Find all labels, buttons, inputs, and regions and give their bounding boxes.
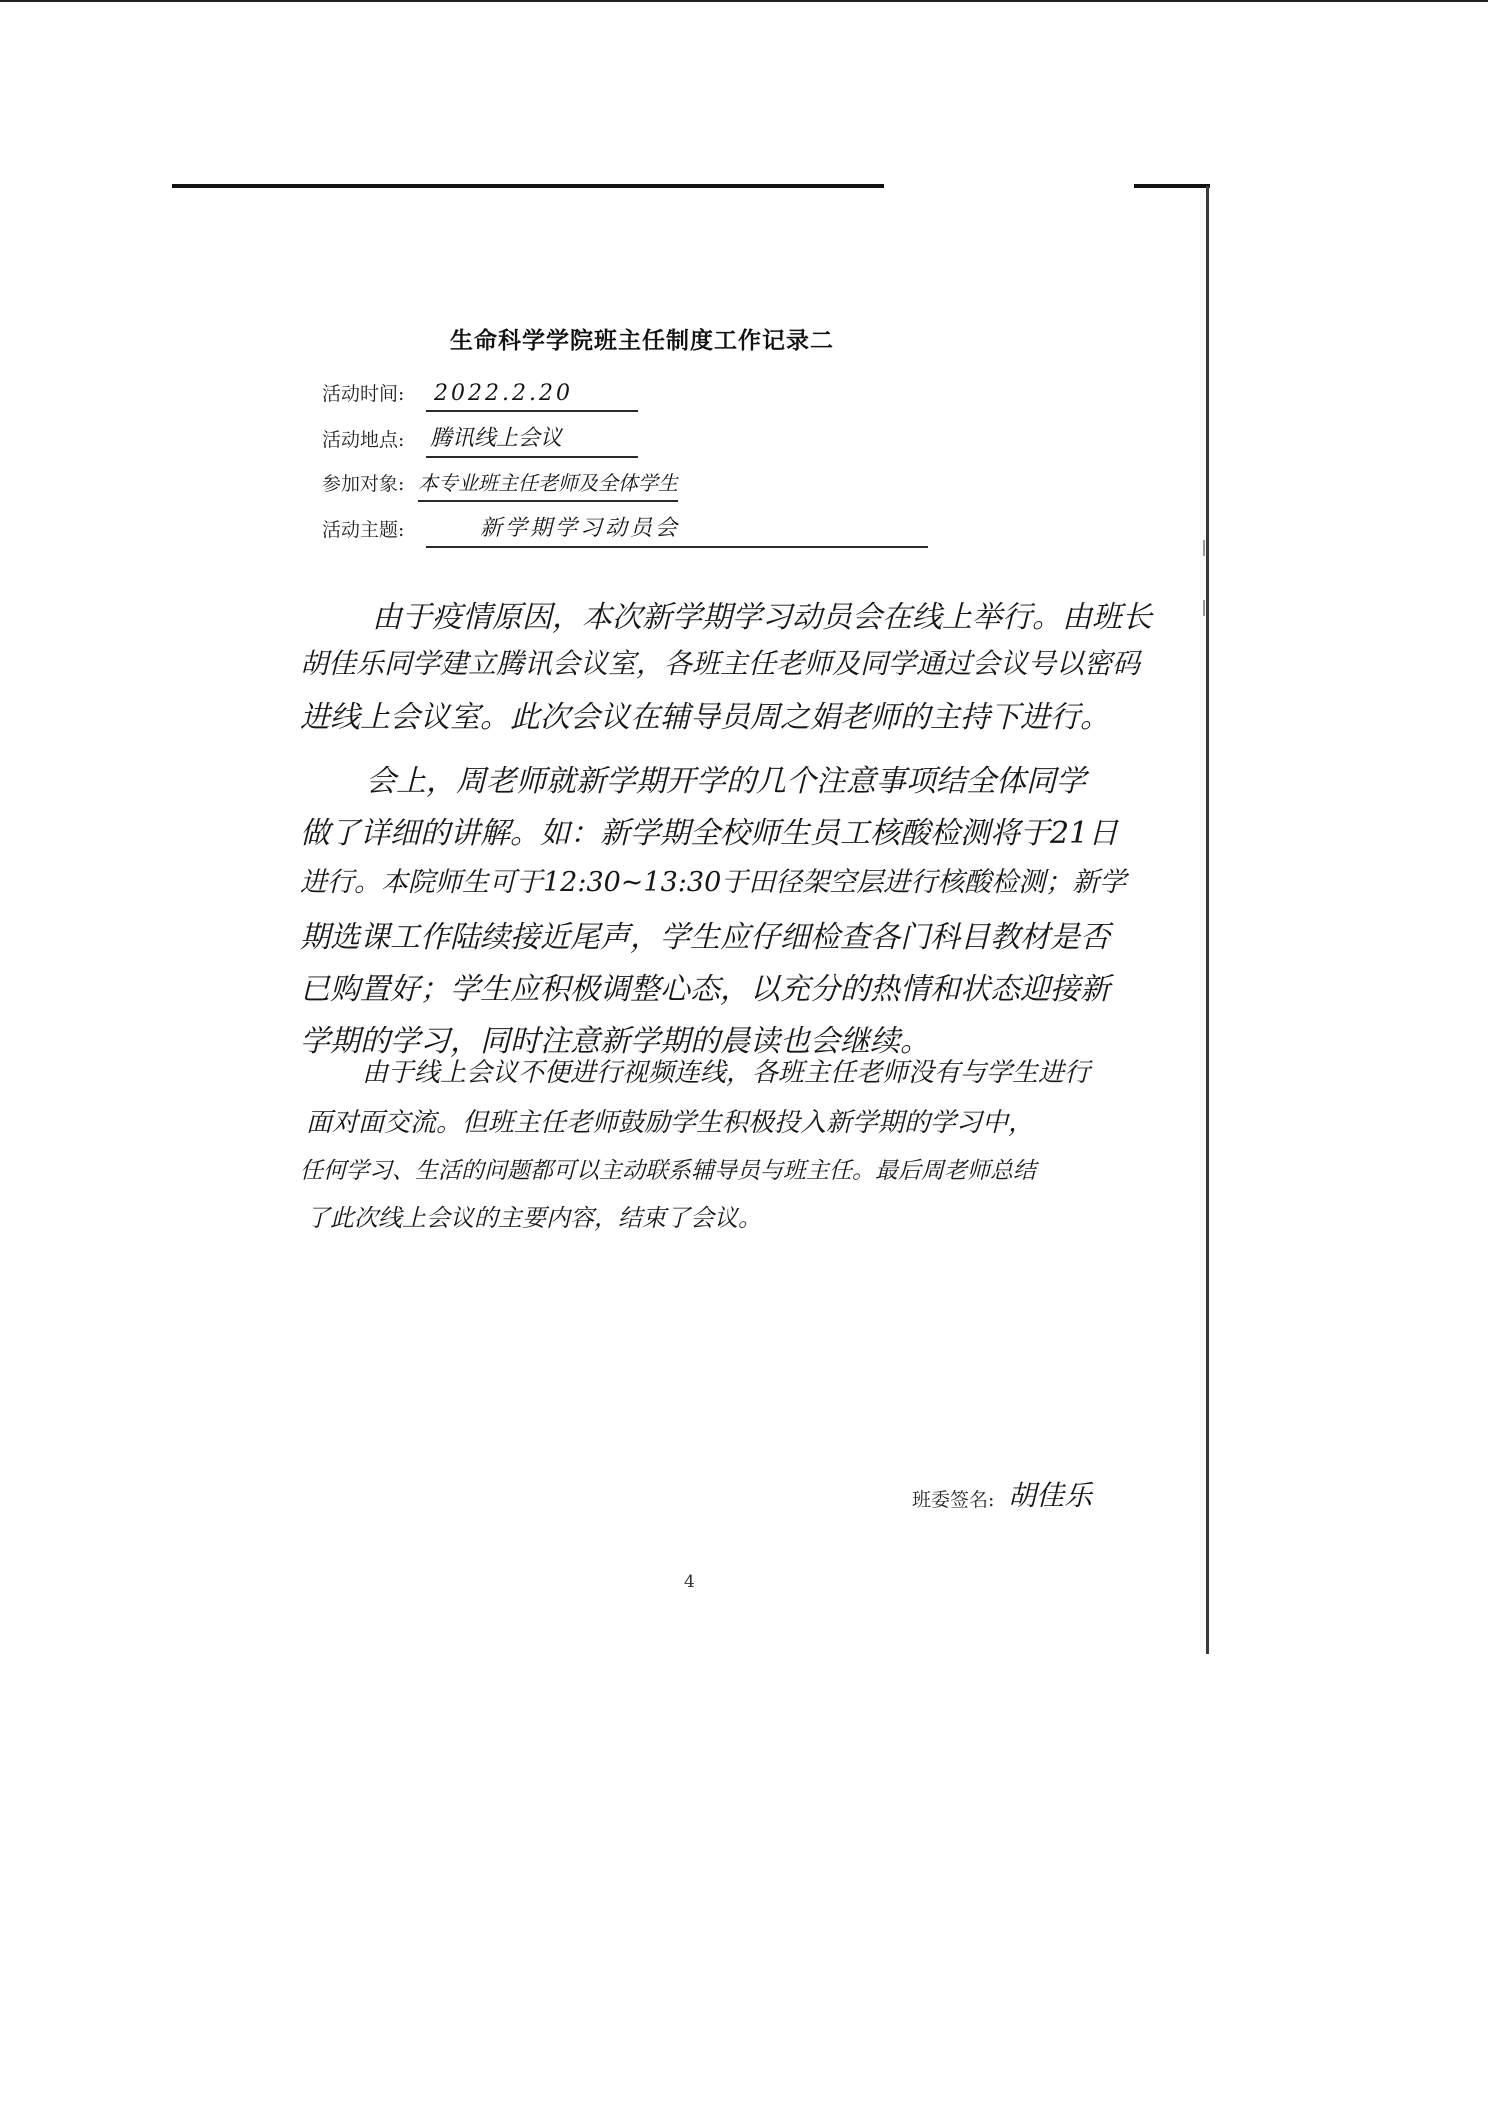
body-line: 任何学习、生活的问题都可以主动联系辅导员与班主任。最后周老师总结 — [300, 1158, 1036, 1184]
field-label: 参加对象: — [322, 473, 405, 495]
page-number: 4 — [684, 1572, 695, 1592]
field-label: 活动地点: — [322, 429, 405, 451]
field-activity-theme — [322, 508, 932, 548]
field-activity-time — [322, 372, 642, 412]
field-value: 腾讯线上会议 — [430, 426, 563, 451]
body-line: 由于疫情原因，本次新学期学习动员会在线上举行。由班长 — [372, 600, 1152, 635]
body-line: 会上，周老师就新学期开学的几个注意事项结全体同学 — [366, 764, 1086, 799]
field-label: 活动时间: — [322, 383, 405, 405]
field-underline — [418, 500, 678, 502]
body-line: 胡佳乐同学建立腾讯会议室，各班主任老师及同学通过会议号以密码 — [300, 647, 1141, 680]
field-value: 本专业班主任老师及全体学生 — [418, 471, 678, 495]
field-participants — [322, 462, 682, 502]
body-line: 面对面交流。但班主任老师鼓励学生积极投入新学期的学习中， — [306, 1108, 1035, 1138]
field-value: 新学期学习动员会 — [480, 516, 681, 541]
body-line: 已购置好；学生应积极调整心态，以充分的热情和状态迎接新 — [300, 972, 1110, 1007]
body-line: 了此次线上会议的主要内容，结束了会议。 — [306, 1204, 762, 1232]
body-line: 进线上会议室。此次会议在辅导员周之娟老师的主持下进行。 — [300, 700, 1110, 735]
body-line: 由于线上会议不便进行视频连线，各班主任老师没有与学生进行 — [362, 1058, 1091, 1088]
page-top-rule-left — [172, 184, 884, 188]
document-title: 生命科学学院班主任制度工作记录二 — [450, 328, 834, 354]
page-right-edge — [1206, 186, 1209, 1654]
signature-label: 班委签名: — [912, 1489, 995, 1511]
edge-mark — [1203, 540, 1205, 556]
field-underline — [426, 546, 928, 548]
field-label: 活动主题: — [322, 519, 405, 541]
field-underline — [426, 456, 638, 458]
scan-top-edge — [0, 0, 1488, 2]
field-underline — [426, 410, 638, 412]
field-value: 2022.2.20 — [434, 381, 573, 406]
handwritten-signature: 胡佳乐 — [1008, 1479, 1093, 1512]
body-line: 进行。本院师生可于12:30~13:30于田径架空层进行核酸检测；新学 — [300, 867, 1127, 898]
body-line: 学期的学习，同时注意新学期的晨读也会继续。 — [300, 1024, 930, 1059]
page-top-rule-right — [1134, 184, 1210, 188]
edge-mark — [1203, 600, 1205, 616]
body-line: 期选课工作陆续接近尾声，学生应仔细检查各门科目教材是否 — [300, 920, 1110, 955]
body-line: 做了详细的讲解。如：新学期全校师生员工核酸检测将于21日 — [300, 816, 1119, 851]
field-activity-location — [322, 418, 642, 458]
